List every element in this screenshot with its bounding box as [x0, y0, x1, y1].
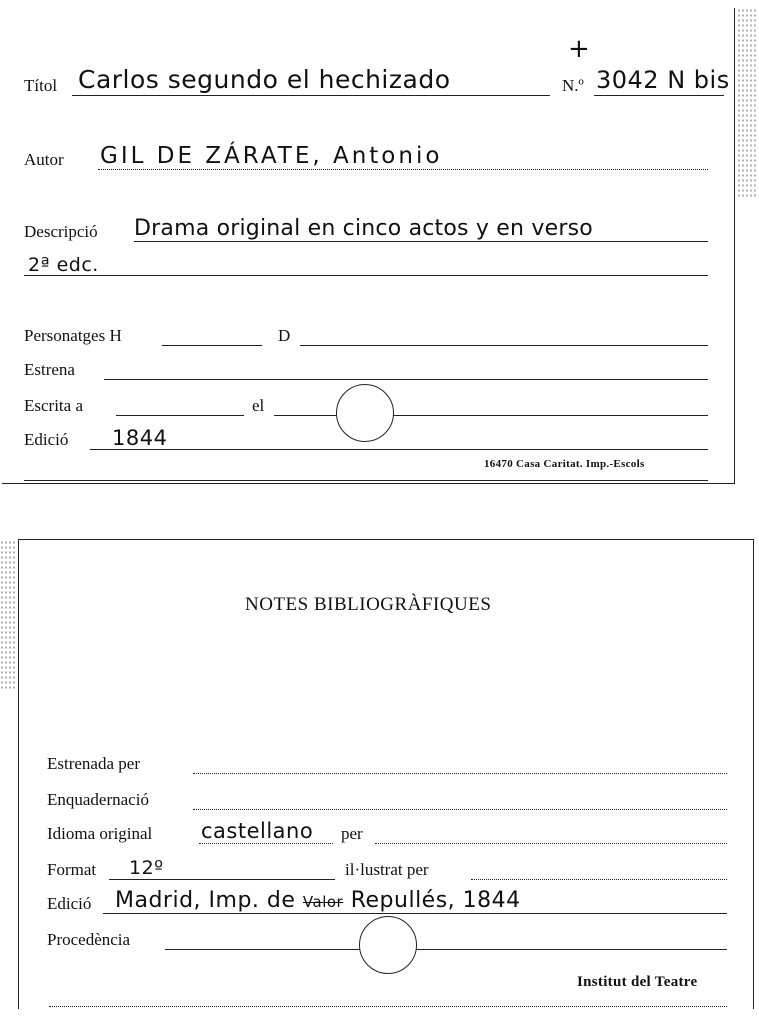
descripcio-line — [134, 241, 708, 242]
idioma-line — [199, 843, 333, 844]
titol-label: Títol — [24, 76, 58, 95]
enquadernacio-row — [19, 782, 755, 812]
format-row — [19, 852, 755, 882]
descripcio-value: Drama original en cinco actos y en verso — [134, 216, 593, 241]
estrena-row — [2, 352, 735, 382]
numero-value: 3042 N bis — [596, 66, 730, 94]
personatges-h-line — [162, 345, 262, 346]
escrita-line — [116, 415, 244, 416]
idioma-label: Idioma original — [47, 824, 153, 843]
titol-line — [72, 95, 550, 96]
format-line — [109, 879, 335, 880]
descripcio-row — [2, 214, 735, 244]
titol-value: Carlos segundo el hechizado — [78, 65, 451, 94]
notes-heading: NOTES BIBLIOGRÀFIQUES — [245, 594, 492, 615]
edicio-value: 1844 — [112, 426, 168, 450]
edicio-back-line — [103, 913, 727, 914]
catalog-card-back — [18, 539, 754, 1009]
format-illustrat-label: il·lustrat per — [345, 860, 429, 879]
descripcio-row-2 — [2, 248, 735, 278]
estrena-line — [104, 379, 708, 380]
format-label: Format — [47, 860, 97, 879]
scan-noise-right — [737, 8, 757, 198]
punch-hole-back — [359, 916, 417, 974]
personatges-d-label: D — [278, 326, 291, 345]
plus-mark: + — [568, 34, 590, 64]
format-value: 12º — [129, 857, 164, 879]
edicio-back-row — [19, 886, 755, 916]
personatges-d-line — [300, 345, 708, 346]
escrita-el-label: el — [252, 396, 265, 415]
idioma-per-label: per — [341, 824, 363, 843]
descripcio-line-2 — [24, 275, 708, 276]
estrenada-line — [193, 773, 727, 774]
edicio-back-value — [115, 888, 521, 913]
autor-value: GIL DE ZÁRATE, Antonio — [100, 143, 443, 169]
catalog-card-front — [2, 8, 735, 484]
estrenada-label: Estrenada per — [47, 754, 140, 773]
estrena-label: Estrena — [24, 360, 75, 379]
idioma-row — [19, 816, 755, 846]
enquadernacio-line — [193, 809, 727, 810]
procedencia-line — [165, 949, 727, 950]
format-illustrat-line — [471, 879, 727, 880]
idioma-value: castellano — [201, 819, 314, 843]
punch-hole-front — [336, 384, 394, 442]
procedencia-label: Procedència — [47, 930, 131, 949]
enquadernacio-label: Enquadernació — [47, 790, 149, 809]
autor-row — [2, 142, 735, 172]
edicio-label: Edició — [24, 430, 69, 449]
personatges-row — [2, 318, 735, 348]
numero-line — [594, 95, 724, 96]
escrita-label: Escrita a — [24, 396, 83, 415]
printer-imprint: 16470 Casa Caritat. Imp.-Escols — [484, 458, 645, 470]
edicio-back-label: Edició — [47, 894, 92, 913]
edicio-line — [90, 449, 708, 450]
institution-imprint: Institut del Teatre — [577, 974, 698, 990]
edicio-back-struck: Valor — [302, 893, 344, 911]
titol-row — [2, 65, 735, 98]
autor-label: Autor — [24, 150, 64, 169]
edicio-back-value-a: Madrid, Imp. de — [115, 888, 296, 913]
numero-label: N.º — [562, 76, 584, 95]
personatges-h-label: Personatges H — [24, 326, 122, 345]
autor-line — [98, 169, 708, 170]
edicio-back-value-b: Repullés, 1844 — [350, 888, 521, 913]
scan-noise-left — [0, 540, 16, 690]
descripcio-value-2: 2ª edc. — [28, 254, 99, 276]
estrenada-row — [19, 746, 755, 776]
descripcio-label: Descripció — [24, 222, 98, 241]
idioma-per-line — [375, 843, 727, 844]
